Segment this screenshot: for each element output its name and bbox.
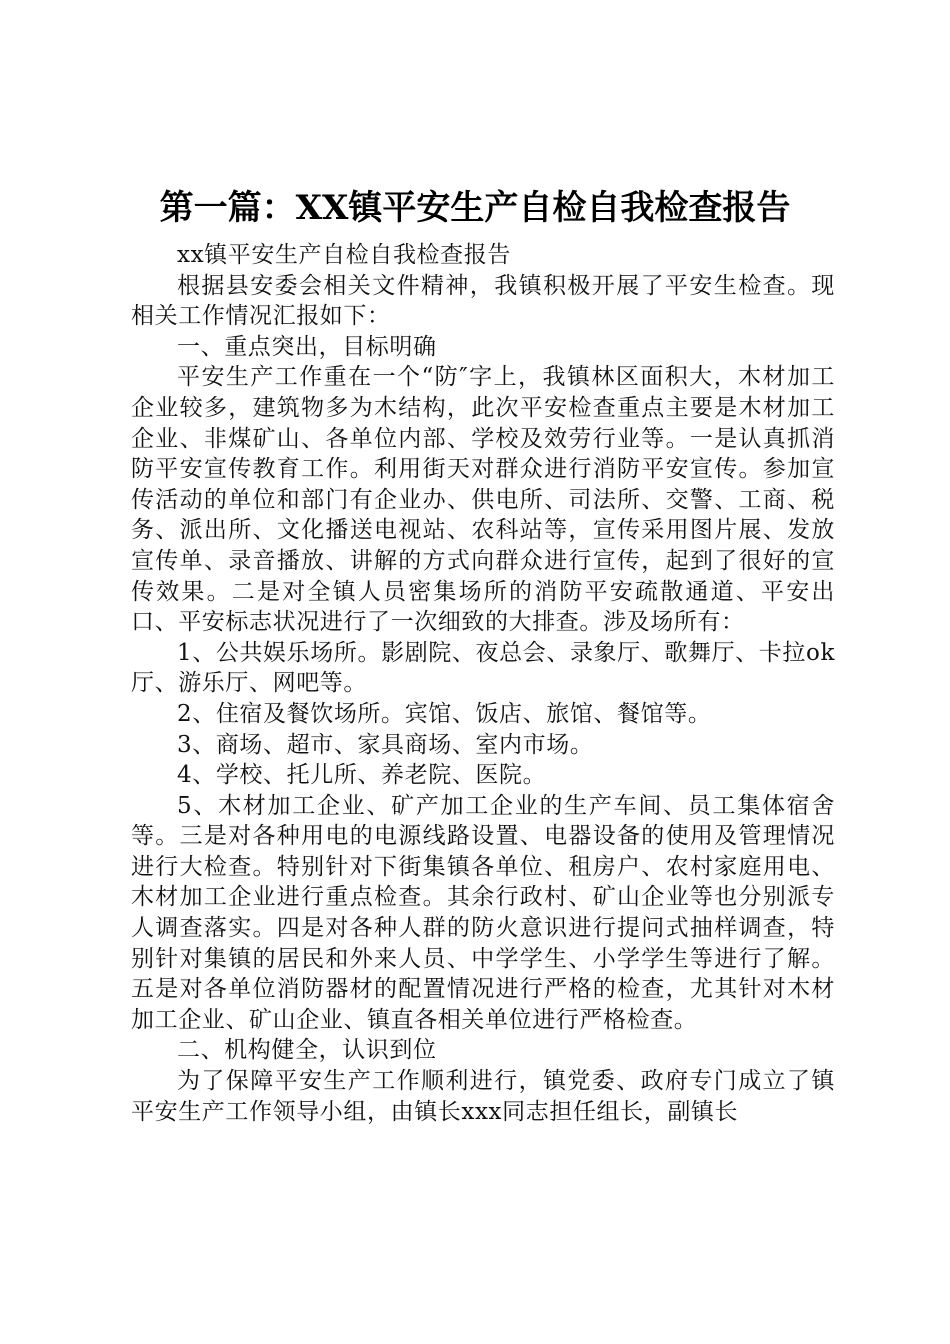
section-heading-2: 二、机构健全，认识到位 (177, 1037, 437, 1064)
list-item-5: 5、木材加工企业、矿产加工企业的生产车间、员工集体宿舍等。三是对各种用电的电源线路设置、电器设备的使用及管理情况进行大检查。特别针对下街集镇各单位、租房户、农村家庭用电、木材加工企业进行重点检查。其余行政村、矿山企业等也分别派专人调查落实。四是对各种人群的防火意识进行提问式抽样调查，特别针对集镇的居民和外来人员、中学学生、小学学生等进行了解。五是对各单位消防器材的配置情况进行严格的检查，尤其针对木材加工企业、矿山企业、镇直各相关单位进行严格检查。 (131, 792, 835, 1033)
list-item-3: 3、商场、超市、家具商场、室内市场。 (177, 731, 594, 758)
paragraph-subtitle: xx镇平安生产自检自我检查报告 (177, 242, 511, 268)
document-title: 第一篇：XX镇平安生产自检自我检查报告 (159, 188, 791, 228)
section-heading-1: 一、重点突出，目标明确 (177, 333, 437, 360)
list-item-1: 1、公共娱乐场所。影剧院、夜总会、录象厅、歌舞厅、卡拉ok厅、游乐厅、网吧等。 (131, 639, 835, 697)
paragraph-intro: 根据县安委会相关文件精神，我镇积极开展了平安生检查。现相关工作情况汇报如下： (131, 272, 835, 330)
paragraph-section-1: 平安生产工作重在一个“防″字上，我镇林区面积大，木材加工企业较多，建筑物多为木结构，此次平安检查重点主要是木材加工企业、非煤矿山、各单位内部、学校及效劳行业等。一是认真抓消防平安宣传教育工作。利用街天对群众进行消防平安宣传。参加宣传活动的单位和部门有企业办、供电所、司法所、交警、工商、税务、派出所、文化播送电视站、农科站等，宣传采用图片展、发放宣传单、录音播放、讲解的方式向群众进行宣传，起到了很好的宣传效果。二是对全镇人员密集场所的消防平安疏散通道、平安出口、平安标志状况进行了一次细致的大排查。涉及场所有： (131, 364, 835, 636)
document-body (131, 240, 835, 1127)
list-item-4: 4、学校、托儿所、养老院、医院。 (177, 762, 547, 789)
list-item-2: 2、住宿及餐饮场所。宾馆、饭店、旅馆、餐馆等。 (177, 700, 712, 727)
paragraph-section-2: 为了保障平安生产工作顺利进行，镇党委、政府专门成立了镇平安生产工作领导小组，由镇长xxx同志担任组长，副镇长 (131, 1068, 835, 1125)
